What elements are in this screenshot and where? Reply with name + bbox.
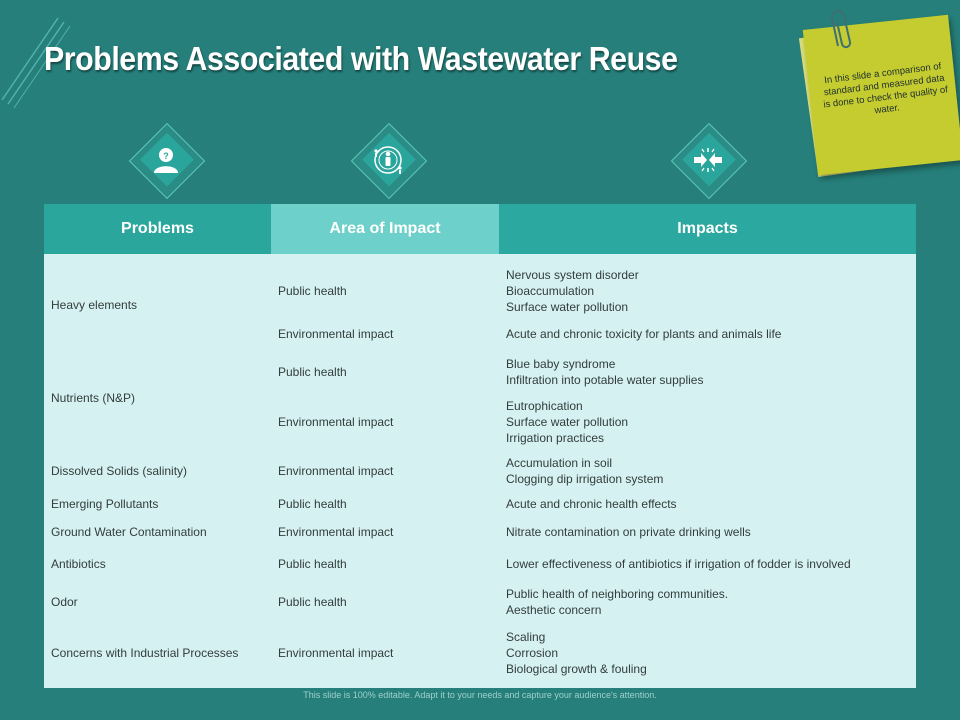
area-cell: Environmental impact [278,415,394,429]
area-cell: Environmental impact [278,646,394,660]
table-row [44,578,916,626]
table-row [44,550,916,578]
page-title: Problems Associated with Wastewater Reuse [44,40,678,77]
area-cell: Public health [278,557,347,571]
area-cell: Environmental impact [278,464,394,478]
footer-note: This slide is 100% editable. Adapt it to your needs and capture your audience's attention. [303,690,657,700]
converging-arrows-icon [691,143,725,177]
problem-cell: Concerns with Industrial Processes [51,646,239,660]
sticky-note-text: In this slide a comparison of standard and measured data is done to check the quality of water. [822,61,949,117]
impacts-cell: Acute and chronic toxicity for plants and animals life [506,327,782,341]
problem-cell: Antibiotics [51,557,106,571]
person-question-icon [150,144,182,176]
problem-cell: Odor [51,595,78,609]
table-row [44,448,916,494]
person-target-icon [371,143,405,177]
impacts-cell: Acute and chronic health effects [506,497,677,511]
header-impacts: Impacts [499,204,916,254]
impacts-cell: Eutrophication Surface water pollution Irrigation practices [506,399,629,445]
paperclip-icon [828,8,858,56]
table-row [44,262,916,320]
problem-cell: Emerging Pollutants [51,497,159,511]
problem-cell: Nutrients (N&P) [51,391,136,405]
header-area-of-impact: Area of Impact [271,204,499,254]
impacts-cell: Nervous system disorder Bioaccumulation Surface water pollution [506,268,639,314]
problems-table [44,204,916,688]
table-header-row [44,204,916,254]
area-cell: Public health [278,497,347,511]
table-row [44,514,916,550]
sticky-note [800,8,960,183]
table-row [44,626,916,680]
area-cell: Environmental impact [278,525,394,539]
area-cell: Public health [278,595,347,609]
problem-cell: Dissolved Solids (salinity) [51,464,188,478]
header-problems: Problems [44,204,271,254]
impacts-cell: Accumulation in soil Clogging dip irrigation system [506,456,664,486]
impacts-cell: Blue baby syndrome Infiltration into potable water supplies [506,357,704,387]
table-row [44,494,916,514]
impacts-cell: Scaling Corrosion Biological growth & fouling [506,630,647,676]
problem-cell: Ground Water Contamination [51,525,207,539]
area-cell: Public health [278,365,347,379]
svg-text:?: ? [163,151,169,161]
impacts-cell: Lower effectiveness of antibiotics if irrigation of fodder is involved [506,557,851,571]
problem-cell: Heavy elements [51,298,138,312]
area-cell: Public health [278,284,347,298]
impacts-cell: Nitrate contamination on private drinking wells [506,525,751,539]
area-cell: Environmental impact [278,327,394,341]
table-row [44,348,916,396]
impacts-cell: Public health of neighboring communities. Aesthetic concern [506,587,729,617]
